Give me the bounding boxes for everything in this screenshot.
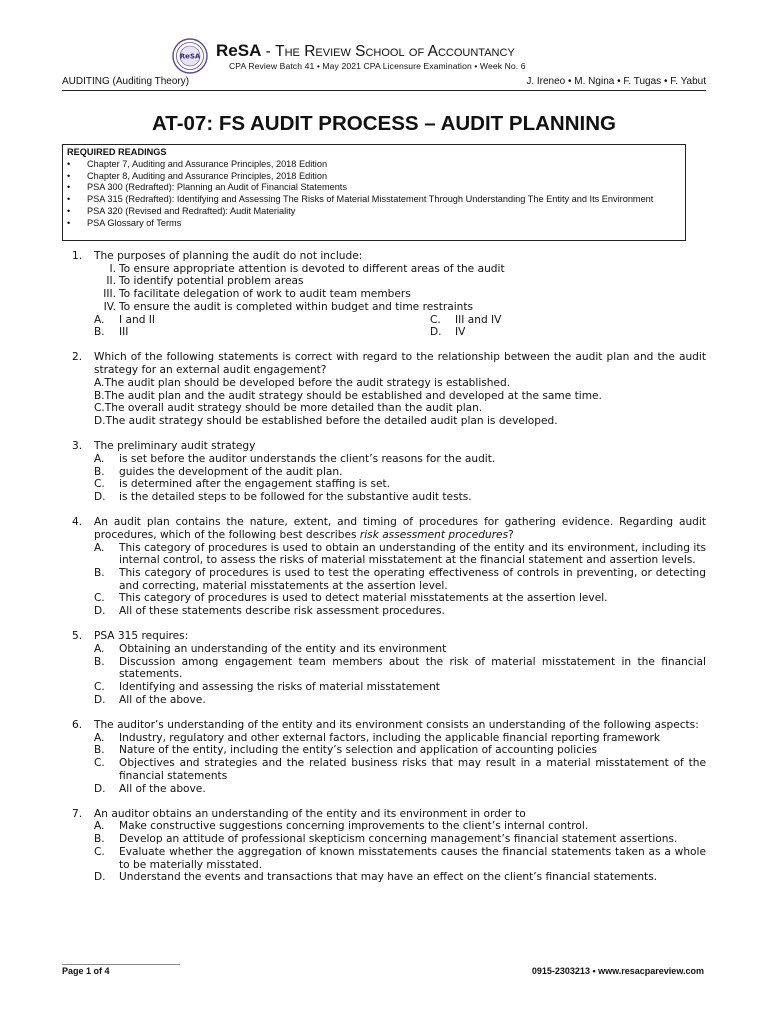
- answer-choice: A. I and II: [94, 313, 156, 326]
- readings-list: [67, 159, 681, 230]
- question-7: [62, 808, 706, 884]
- reading-item: [67, 218, 681, 230]
- question-stem: Which of the following statements is correct with regard to the relationship between the audit plan and the audit strategy for an external audit engagement?: [94, 351, 706, 377]
- reading-item: [67, 206, 681, 218]
- question-stem: The purposes of planning the audit do not include:: [94, 250, 363, 262]
- reading-text: PSA Glossary of Terms: [87, 217, 182, 228]
- school-name: ReSA - The Review School of Accountancy: [216, 41, 515, 60]
- question-number: 1.: [72, 250, 83, 262]
- question-stem: PSA 315 requires:: [94, 630, 189, 643]
- contact-info: 0915-2303213 • www.resacpareview.com: [531, 966, 704, 976]
- reading-text: PSA 315 (Redrafted): Identifying and Assessing The Risks of Material Misstatement Through Understanding The Entity and Its Environment: [87, 194, 654, 205]
- question-number: 5.: [72, 630, 83, 643]
- answer-choice: C. Identifying and assessing the risks of material misstatement: [94, 681, 440, 694]
- question-1: [62, 250, 706, 339]
- answer-choice: B. guides the development of the audit plan.: [94, 465, 343, 478]
- answer-choice: B. III: [94, 326, 129, 339]
- reading-item: [67, 171, 681, 183]
- required-readings-box: [62, 144, 686, 241]
- reading-text: Chapter 8, Auditing and Assurance Principles, 2018 Edition: [87, 170, 328, 181]
- answer-choice: C. is determined after the engagement staffing is set.: [94, 478, 391, 491]
- answer-choice: D. IV: [430, 326, 466, 339]
- subject-label: AUDITING (Auditing Theory): [62, 76, 190, 87]
- roman-item: I. To ensure appropriate attention is devoted to different areas of the audit: [109, 262, 505, 275]
- question-number: 2.: [72, 351, 83, 364]
- answer-choice: C. III and IV: [430, 313, 502, 326]
- answer-choice: A. Industry, regulatory and other external factors, including the applicable financial reporting framework: [94, 731, 660, 744]
- answer-choice: A. This category of procedures is used to obtain an understanding of the entity and its environment, including its internal control, to assess the risks of material misstatement at the financial statement and assertion levels.: [94, 541, 706, 567]
- reading-item: [67, 194, 681, 206]
- reading-item: [67, 182, 681, 194]
- answer-choice: C. Objectives and strategies and the related business risks that may result in a material misstatement of the financial statements: [94, 757, 706, 782]
- question-stem: An audit plan contains the nature, extent, and timing of procedures for gathering evidence. Regarding audit procedures, which of the following best describes risk assessment procedures?: [94, 516, 706, 541]
- question-stem: The auditor’s understanding of the entity and its environment consists an understanding of the following aspects:: [94, 719, 699, 731]
- answer-choices-grid: [94, 314, 706, 339]
- answer-choice: D.The audit strategy should be established before the detailed audit plan is developed.: [94, 414, 558, 427]
- answer-choice: C.The overall audit strategy should be more detailed than the audit plan.: [94, 402, 483, 415]
- page-number: Page 1 of 4: [62, 966, 110, 976]
- roman-item: II. To identify potential problem areas: [106, 275, 304, 288]
- footer-rule: [62, 964, 180, 965]
- question-6: [62, 719, 706, 795]
- question-number: 7.: [72, 807, 83, 820]
- answer-choice: A. Make constructive suggestions concerning improvements to the client’s internal control.: [94, 820, 589, 833]
- page-title: AT-07: FS AUDIT PROCESS – AUDIT PLANNING: [152, 112, 616, 135]
- batch-line: CPA Review Batch 41 • May 2021 CPA Licensure Examination • Week No. 6: [229, 61, 526, 71]
- answer-choice: B.The audit plan and the audit strategy should be established and developed at the same time.: [94, 389, 602, 402]
- readings-heading: REQUIRED READINGS: [67, 147, 167, 157]
- bullet-icon: •: [67, 205, 71, 216]
- answer-choice: D. All of the above.: [94, 693, 206, 706]
- authors-label: J. Ireneo • M. Ngina • F. Tugas • F. Yabut: [526, 76, 706, 87]
- roman-item: III. To facilitate delegation of work to audit team members: [103, 288, 411, 301]
- answer-choice: A. is set before the auditor understands the client’s reasons for the audit.: [94, 452, 496, 465]
- answer-choice: B. Nature of the entity, including the entity’s selection and application of accounting policies: [94, 744, 597, 757]
- reading-text: Chapter 7, Auditing and Assurance Principles, 2018 Edition: [87, 158, 328, 169]
- questions-list: [62, 250, 706, 896]
- document-header: [0, 38, 768, 78]
- bullet-icon: •: [67, 194, 71, 205]
- answer-choice: C. This category of procedures is used to detect material misstatements at the assertion level.: [94, 592, 608, 605]
- question-4: [62, 516, 706, 618]
- answer-choice: D. All of these statements describe risk assessment procedures.: [94, 605, 445, 618]
- answer-choice: B. This category of procedures is used to test the operating effectiveness of controls in preventing, or detecting and correcting, material misstatements at the assertion level.: [94, 566, 706, 592]
- reading-text: PSA 300 (Redrafted): Planning an Audit of Financial Statements: [87, 182, 347, 193]
- answer-choice: A.The audit plan should be developed before the audit strategy is established.: [94, 376, 511, 389]
- question-number: 4.: [72, 516, 83, 529]
- roman-item: IV. To ensure the audit is completed within budget and time restraints: [103, 300, 474, 313]
- answer-choice: C. Evaluate whether the aggregation of known misstatements causes the financial statements taken as a whole to be materially misstated.: [94, 845, 706, 871]
- question-stem: An auditor obtains an understanding of the entity and its environment in order to: [94, 807, 526, 820]
- question-number: 3.: [72, 440, 83, 453]
- reading-item: [67, 159, 681, 171]
- question-stem: The preliminary audit strategy: [94, 440, 256, 453]
- resa-logo-icon: [172, 38, 208, 74]
- question-3: [62, 440, 706, 504]
- subject-bar: [62, 76, 706, 91]
- bullet-icon: •: [67, 217, 71, 228]
- bullet-icon: •: [67, 158, 71, 169]
- answer-choice: D. is the detailed steps to be followed for the substantive audit tests.: [94, 490, 472, 503]
- question-2: [62, 351, 706, 427]
- reading-text: PSA 320 (Revised and Redrafted): Audit Materiality: [87, 205, 296, 216]
- bullet-icon: •: [67, 182, 71, 193]
- question-5: [62, 630, 706, 706]
- logo-text: ReSA: [179, 52, 201, 61]
- answer-choice: D. Understand the events and transactions that may have an effect on the client’s financial statements.: [94, 871, 658, 884]
- answer-choice: A. Obtaining an understanding of the entity and its environment: [94, 642, 447, 655]
- answer-choice: B. Develop an attitude of professional skepticism concerning management’s financial statement assertions.: [94, 833, 678, 846]
- bullet-icon: •: [67, 170, 71, 181]
- answer-choice: B. Discussion among engagement team members about the risk of material misstatement in the financial statements.: [94, 655, 706, 681]
- question-number: 6.: [72, 719, 83, 731]
- answer-choice: D. All of the above.: [94, 782, 206, 795]
